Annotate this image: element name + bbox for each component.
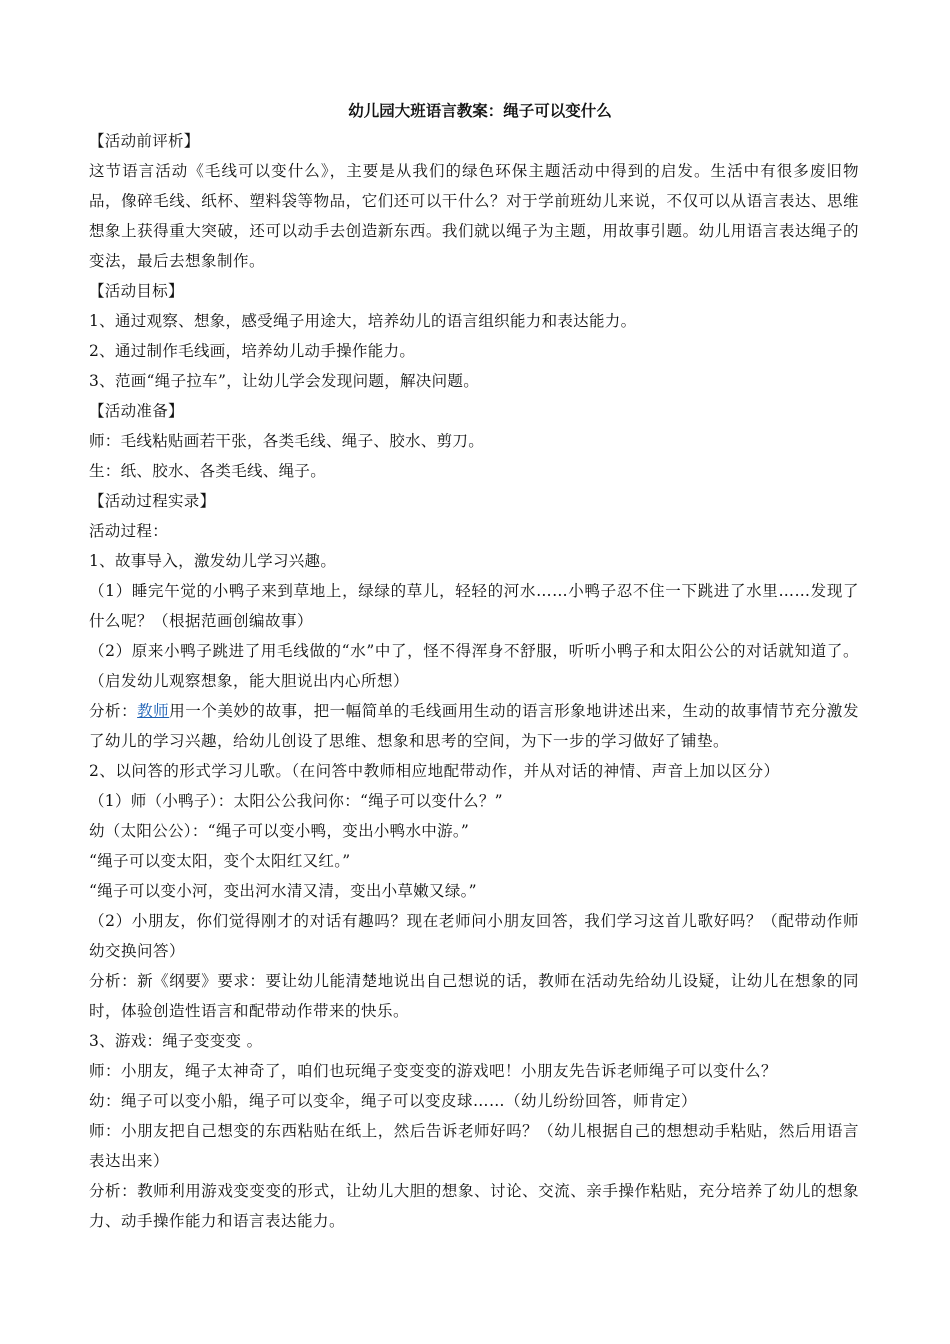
analysis-1-prefix: 分析： (89, 702, 138, 720)
section-heading-preeval: 【活动前评析】 (89, 132, 200, 150)
step-2-heading: 2、以问答的形式学习儿歌。（在问答中教师相应地配带动作，并从对话的神情、声音上加以区分） (89, 762, 780, 780)
step-3-teacher-2: 师：小朋友把自己想变的东西粘贴在纸上，然后告诉老师好吗？（幼儿根据自己的想想动手粘贴，然后用语言表达出来） (89, 1122, 859, 1170)
preeval-paragraph: 这节语言活动《毛线可以变什么》，主要是从我们的绿色环保主题活动中得到的启发。生活中有很多废旧物品，像碎毛线、纸杯、塑料袋等物品，它们还可以干什么？对于学前班幼儿来说，不仅可以从语言表达、思维想象上获得重大突破，还可以动手去创造新东西。我们就以绳子为主题，用故事引题。幼儿用语言表达绳子的变法，最后去想象制作。 (89, 162, 859, 270)
step-2-dialog-2: 幼（太阳公公）：“绳子可以变小鸭，变出小鸭水中游。” (89, 822, 470, 840)
section-heading-prep: 【活动准备】 (89, 402, 184, 420)
goal-item-2: 2、通过制作毛线画，培养幼儿动手操作能力。 (89, 342, 416, 360)
step-1-heading: 1、故事导入，激发幼儿学习兴趣。 (89, 552, 337, 570)
section-heading-process: 【活动过程实录】 (89, 492, 216, 510)
section-heading-goals: 【活动目标】 (89, 282, 184, 300)
step-1-part-b: （2）原来小鸭子跳进了用毛线做的“水”中了，怪不得浑身不舒服，听听小鸭子和太阳公公的对话就知道了。（启发幼儿观察想象，能大胆说出内心所想） (89, 642, 859, 690)
document-title: 幼儿园大班语言教案：绳子可以变什么 (348, 101, 612, 120)
prep-teacher: 师：毛线粘贴画若干张，各类毛线、绳子、胶水、剪刀。 (89, 432, 485, 450)
process-label: 活动过程： (89, 522, 169, 540)
step-3-heading: 3、游戏：绳子变变变 。 (89, 1032, 263, 1050)
document-page (89, 96, 859, 1236)
step-3-teacher: 师：小朋友，绳子太神奇了，咱们也玩绳子变变变的游戏吧！小朋友先告诉老师绳子可以变什么？ (89, 1062, 778, 1080)
analysis-3: 分析：教师利用游戏变变变的形式，让幼儿大胆的想象、讨论、交流、亲手操作粘贴，充分培养了幼儿的想象力、动手操作能力和语言表达能力。 (89, 1182, 859, 1230)
analysis-2: 分析：新《纲要》要求：要让幼儿能清楚地说出自己想说的话，教师在活动先给幼儿设疑，让幼儿在想象的同时，体验创造性语言和配带动作带来的快乐。 (89, 972, 859, 1020)
step-2-part-b: （2）小朋友，你们觉得刚才的对话有趣吗？现在老师问小朋友回答，我们学习这首儿歌好吗？（配带动作师幼交换问答） (89, 912, 859, 960)
prep-student: 生：纸、胶水、各类毛线、绳子。 (89, 462, 327, 480)
teacher-link[interactable]: 教师 (137, 702, 170, 720)
step-1-part-a: （1）睡完午觉的小鸭子来到草地上，绿绿的草儿，轻轻的河水……小鸭子忍不住一下跳进了水里……发现了什么呢？（根据范画创编故事） (89, 582, 859, 630)
step-2-dialog-4: “绳子可以变小河，变出河水清又清，变出小草嫩又绿。” (89, 882, 477, 900)
goal-item-1: 1、通过观察、想象，感受绳子用途大，培养幼儿的语言组织能力和表达能力。 (89, 312, 637, 330)
step-2-dialog-3: “绳子可以变太阳，变个太阳红又红。” (89, 852, 351, 870)
goal-item-3: 3、范画“绳子拉车”，让幼儿学会发现问题，解决问题。 (89, 372, 480, 390)
step-2-dialog-1: （1）师（小鸭子）：太阳公公我问你：“绳子可以变什么？” (89, 792, 503, 810)
analysis-1 (89, 696, 859, 756)
analysis-1-text: 用一个美妙的故事，把一幅简单的毛线画用生动的语言形象地讲述出来，生动的故事情节充分激发了幼儿的学习兴趣，给幼儿创设了思维、想象和思考的空间，为下一步的学习做好了铺垫。 (89, 702, 859, 750)
step-3-child: 幼：绳子可以变小船，绳子可以变伞，绳子可以变皮球……（幼儿纷纷回答，师肯定） (89, 1092, 698, 1110)
